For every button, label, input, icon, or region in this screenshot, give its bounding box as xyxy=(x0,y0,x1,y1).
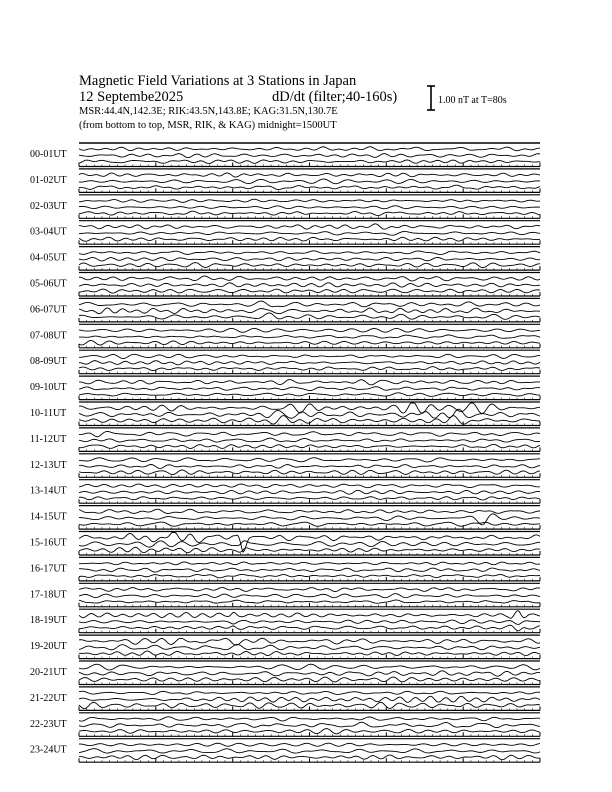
stations-line: MSR:44.4N,142.3E; RIK:43.5N,143.8E; KAG:31.5N,130.7E xyxy=(79,106,338,117)
hour-row xyxy=(30,273,540,297)
trace-kag xyxy=(79,147,540,151)
trace-kag xyxy=(79,301,540,307)
trace-rik xyxy=(79,232,540,236)
date-label: 12 Septembe2025 xyxy=(79,89,184,105)
trace-rik xyxy=(79,409,540,418)
hour-row xyxy=(30,687,540,711)
trace-kag xyxy=(79,509,540,513)
trace-kag xyxy=(79,251,540,255)
hour-label: 00-01UT xyxy=(30,149,67,160)
trace-rik xyxy=(79,671,540,676)
trace-rik xyxy=(79,749,540,753)
header xyxy=(79,73,507,131)
order-line: (from bottom to top, MSR, RIK, & KAG) midnight=1500UT xyxy=(79,120,337,131)
hour-row xyxy=(30,454,540,478)
hour-rows xyxy=(30,143,540,762)
hour-label: 05-06UT xyxy=(30,278,67,290)
hour-row xyxy=(30,169,540,193)
trace-kag xyxy=(79,717,540,721)
trace-rik xyxy=(79,465,540,469)
hour-label: 09-10UT xyxy=(30,382,67,394)
scale-label: 1.00 nT at T=80s xyxy=(438,95,507,106)
trace-kag xyxy=(79,588,540,592)
hour-row xyxy=(30,609,540,633)
hour-row xyxy=(30,221,540,245)
trace-rik xyxy=(79,620,540,625)
hour-label: 08-09UT xyxy=(30,356,67,368)
hour-label: 21-22UT xyxy=(30,692,67,704)
trace-kag xyxy=(79,743,540,746)
trace-kag xyxy=(79,403,540,413)
hour-row xyxy=(30,143,540,167)
trace-rik xyxy=(79,283,540,287)
hour-label: 16-17UT xyxy=(30,563,67,575)
hour-row xyxy=(30,195,540,219)
trace-kag xyxy=(79,328,540,332)
hour-label: 19-20UT xyxy=(30,641,67,653)
hour-row xyxy=(30,376,540,400)
hour-row xyxy=(30,506,540,529)
hour-label: 13-14UT xyxy=(30,485,67,497)
trace-rik xyxy=(79,490,540,494)
hour-label: 12-13UT xyxy=(30,459,67,471)
trace-kag xyxy=(79,562,540,565)
trace-kag xyxy=(79,431,540,436)
quantity-label: dD/dt (filter;40-160s) xyxy=(272,89,398,105)
hour-label: 03-04UT xyxy=(30,226,67,238)
trace-kag xyxy=(79,354,540,358)
hour-label: 23-24UT xyxy=(30,744,67,756)
hour-label: 04-05UT xyxy=(30,252,67,264)
trace-rik xyxy=(79,696,540,702)
hour-label: 22-23UT xyxy=(30,718,67,730)
hour-row xyxy=(30,402,540,426)
hour-row xyxy=(30,480,540,504)
trace-rik xyxy=(79,308,540,314)
hour-label: 17-18UT xyxy=(30,589,67,601)
hour-label: 07-08UT xyxy=(30,330,67,342)
trace-rik xyxy=(79,179,540,184)
hour-row xyxy=(30,557,540,581)
trace-rik xyxy=(79,257,540,260)
hour-label: 18-19UT xyxy=(30,615,67,627)
trace-kag xyxy=(79,173,540,177)
trace-kag xyxy=(79,484,540,488)
trace-rik xyxy=(79,644,540,649)
hour-label: 02-03UT xyxy=(30,200,67,212)
chart-title: Magnetic Field Variations at 3 Stations in Japan xyxy=(79,73,357,89)
hour-row xyxy=(30,661,540,685)
hour-row xyxy=(30,635,540,659)
scale-bar xyxy=(427,86,435,110)
hour-row xyxy=(30,739,540,763)
trace-kag xyxy=(79,638,540,645)
trace-kag xyxy=(79,380,540,385)
trace-rik xyxy=(79,594,540,598)
trace-rik xyxy=(79,361,540,365)
trace-kag xyxy=(79,199,540,202)
hour-row xyxy=(30,532,540,556)
hour-label: 01-02UT xyxy=(30,174,67,186)
hour-row xyxy=(30,350,540,374)
trace-rik xyxy=(79,154,540,158)
hour-label: 11-12UT xyxy=(30,433,67,445)
trace-msr xyxy=(79,600,540,603)
trace-rik xyxy=(79,722,540,727)
trace-rik xyxy=(79,438,540,442)
hour-row xyxy=(30,583,540,607)
hour-label: 14-15UT xyxy=(30,511,67,523)
trace-kag xyxy=(79,691,540,694)
hour-row xyxy=(30,428,540,452)
hour-row xyxy=(30,247,540,271)
hour-label: 15-16UT xyxy=(30,537,67,549)
trace-rik xyxy=(79,206,540,209)
trace-rik xyxy=(79,387,540,391)
trace-kag xyxy=(79,224,540,229)
trace-rik xyxy=(79,541,540,547)
hour-row xyxy=(30,298,540,322)
trace-rik xyxy=(79,335,540,338)
trace-kag xyxy=(79,458,540,462)
trace-kag xyxy=(79,664,540,670)
trace-kag xyxy=(79,276,540,281)
trace-rik xyxy=(79,568,540,572)
hour-label: 10-11UT xyxy=(30,408,67,419)
hour-row xyxy=(30,713,540,737)
hour-label: 06-07UT xyxy=(30,304,67,316)
hour-row xyxy=(30,324,540,348)
trace-kag xyxy=(79,611,540,619)
hour-label: 20-21UT xyxy=(30,667,67,678)
